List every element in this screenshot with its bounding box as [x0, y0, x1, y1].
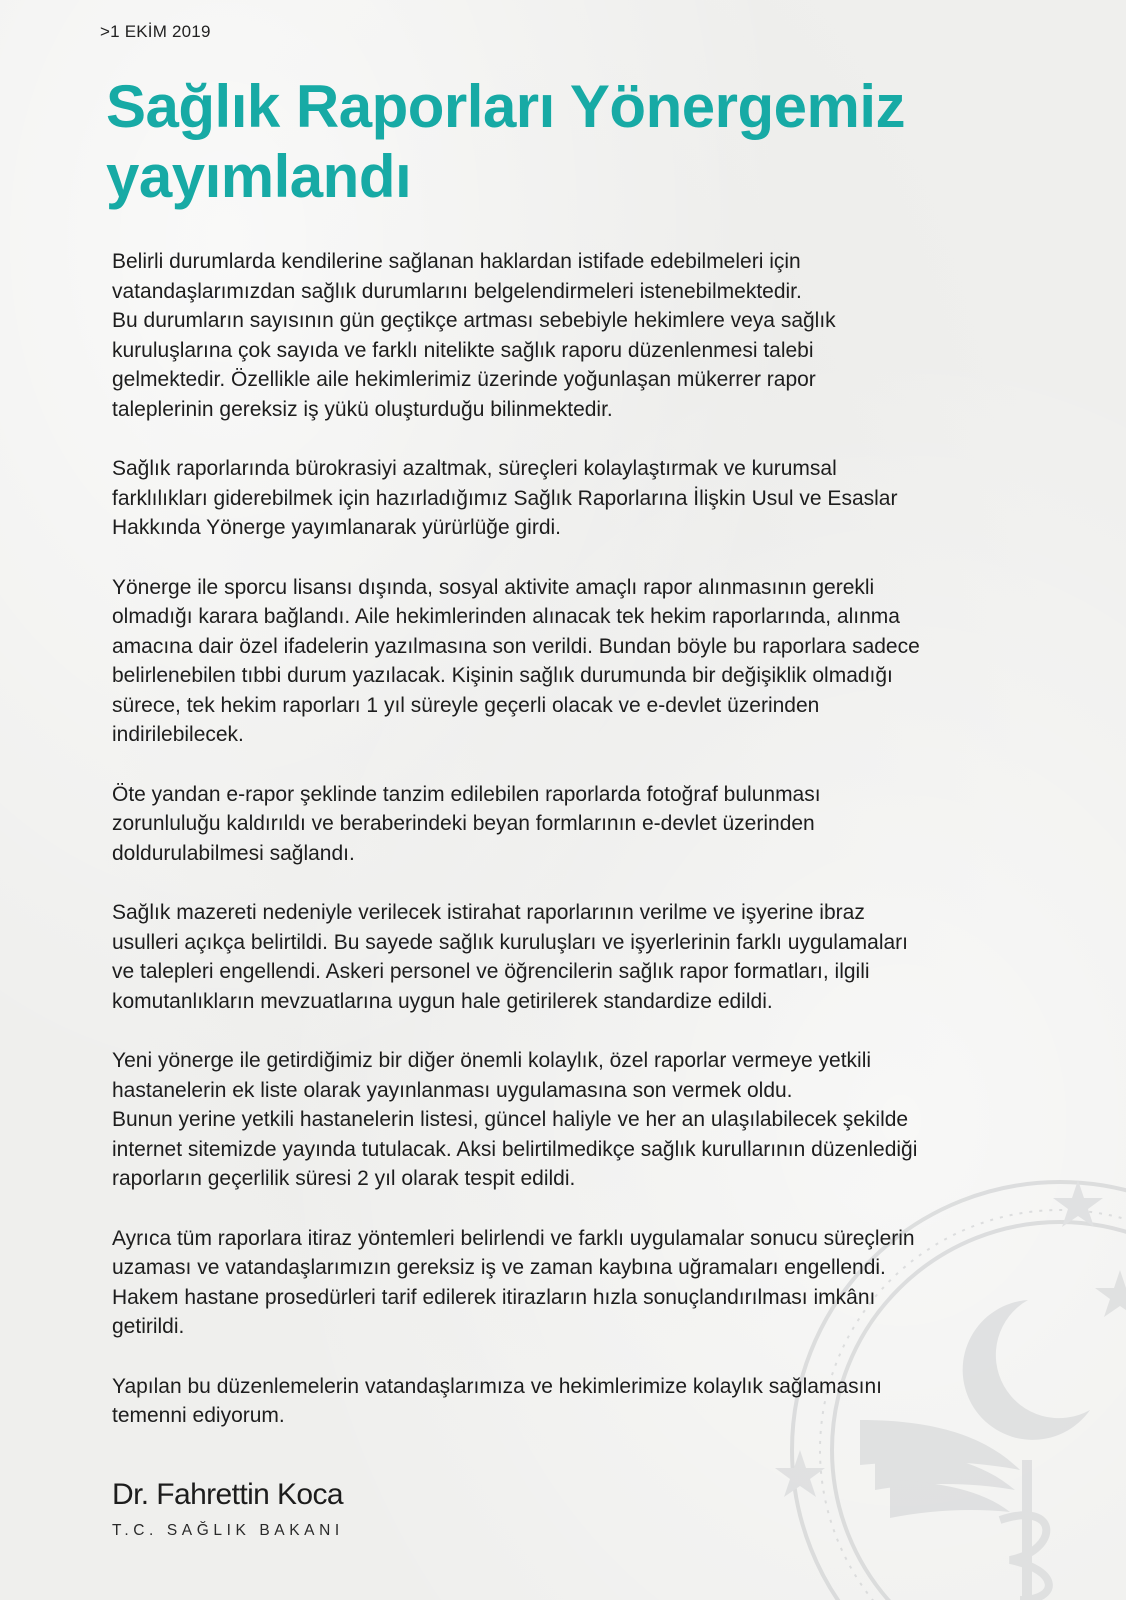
signature-name: Dr. Fahrettin Koca [112, 1478, 343, 1511]
paragraph-3: Yönerge ile sporcu lisansı dışında, sosyal aktivite amaçlı rapor alınmasının gerekli olmadığı karara bağlandı. Aile hekimlerinden alınacak tek hekim raporlarında, alınma amacına dair özel ifadelerin yazılmasına son verildi. Bundan böyle bu raporlara sadece belirlenebilen tıbbi durum yazılacak. Kişinin sağlık durumunda bir değişiklik olmadığı sürece, tek hekim raporları 1 yıl süreyle geçerli olacak ve e-devlet üzerinden indirilebilecek. [112, 575, 920, 746]
letter-body [112, 247, 1042, 1461]
paragraph-5: Sağlık mazereti nedeniyle verilecek istirahat raporlarının verilme ve işyerine ibraz usulleri açıkça belirtildi. Bu sayede sağlık kuruluşları ve işyerlerinin farklı uygulamaları ve talepleri engellendi. Askeri personel ve öğrencilerin sağlık rapor formatları, ilgili komutanlıkların mevzuatlarına uygun hale getirilerek standardize edildi. [112, 901, 909, 1013]
paragraph-7: Ayrıca tüm raporlara itiraz yöntemleri belirlendi ve farklı uygulamalar sonucu süreçlerin uzaması ve vatandaşlarımızın gereksiz iş ve zaman kaybına uğramaları engellendi. Hakem hastane prosedürleri tarif edilerek itirazların hızla sonuçlandırılması imkânı getirildi. [112, 1226, 915, 1338]
paragraph-4: Öte yandan e-rapor şeklinde tanzim edilebilen raporlarda fotoğraf bulunması zorunluluğu kaldırıldı ve beraberindeki beyan formlarının e-devlet üzerinden doldurulabilmesi sağlandı. [112, 782, 821, 865]
publish-date: >1 EKİM 2019 [100, 22, 211, 41]
signature-role: T.C. SAĞLIK BAKANI [112, 1522, 344, 1539]
paragraph-6: Yeni yönerge ile getirdiğimiz bir diğer önemli kolaylık, özel raporlar vermeye yetkili hastanelerin ek liste olarak yayınlanması uygulamasına son vermek oldu. Bunun yerine yetkili hastanelerin listesi, güncel haliyle ve her an ulaşılabilecek şekilde internet sitemizde yayında tutulacak. Aksi belirtilmedikçe sağlık kurullarının düzenlediği raporların geçerlilik süresi 2 yıl olarak tespit edildi. [112, 1049, 918, 1190]
paragraph-2: Sağlık raporlarında bürokrasiyi azaltmak, süreçleri kolaylaştırmak ve kurumsal farklılıkları giderebilmek için hazırladığımız Sağlık Raporlarına İlişkin Usul ve Esaslar Hakkında Yönerge yayımlanarak yürürlüğe girdi. [112, 457, 898, 539]
paragraph-1: Belirli durumlarda kendilerine sağlanan haklardan istifade edebilmeleri için vatandaşlarımızdan sağlık durumlarını belgelendirmeleri istenebilmektedir. Bu durumların sayısının gün geçtikçe artması sebebiyle hekimlere veya sağlık kuruluşlarına çok sayıda ve farklı nitelikte sağlık raporu düzenlenmesi talebi gelmektedir. Özellikle aile hekimlerimiz üzerinde yoğunlaşan mükerrer rapor taleplerinin gereksiz iş yükü oluşturduğu bilinmektedir. [112, 250, 836, 421]
paragraph-8: Yapılan bu düzenlemelerin vatandaşlarımıza ve hekimlerimize kolaylık sağlamasını temenni ediyorum. [112, 1374, 882, 1427]
page-title: Sağlık Raporları Yönergemiz yayımlandı [106, 73, 905, 210]
